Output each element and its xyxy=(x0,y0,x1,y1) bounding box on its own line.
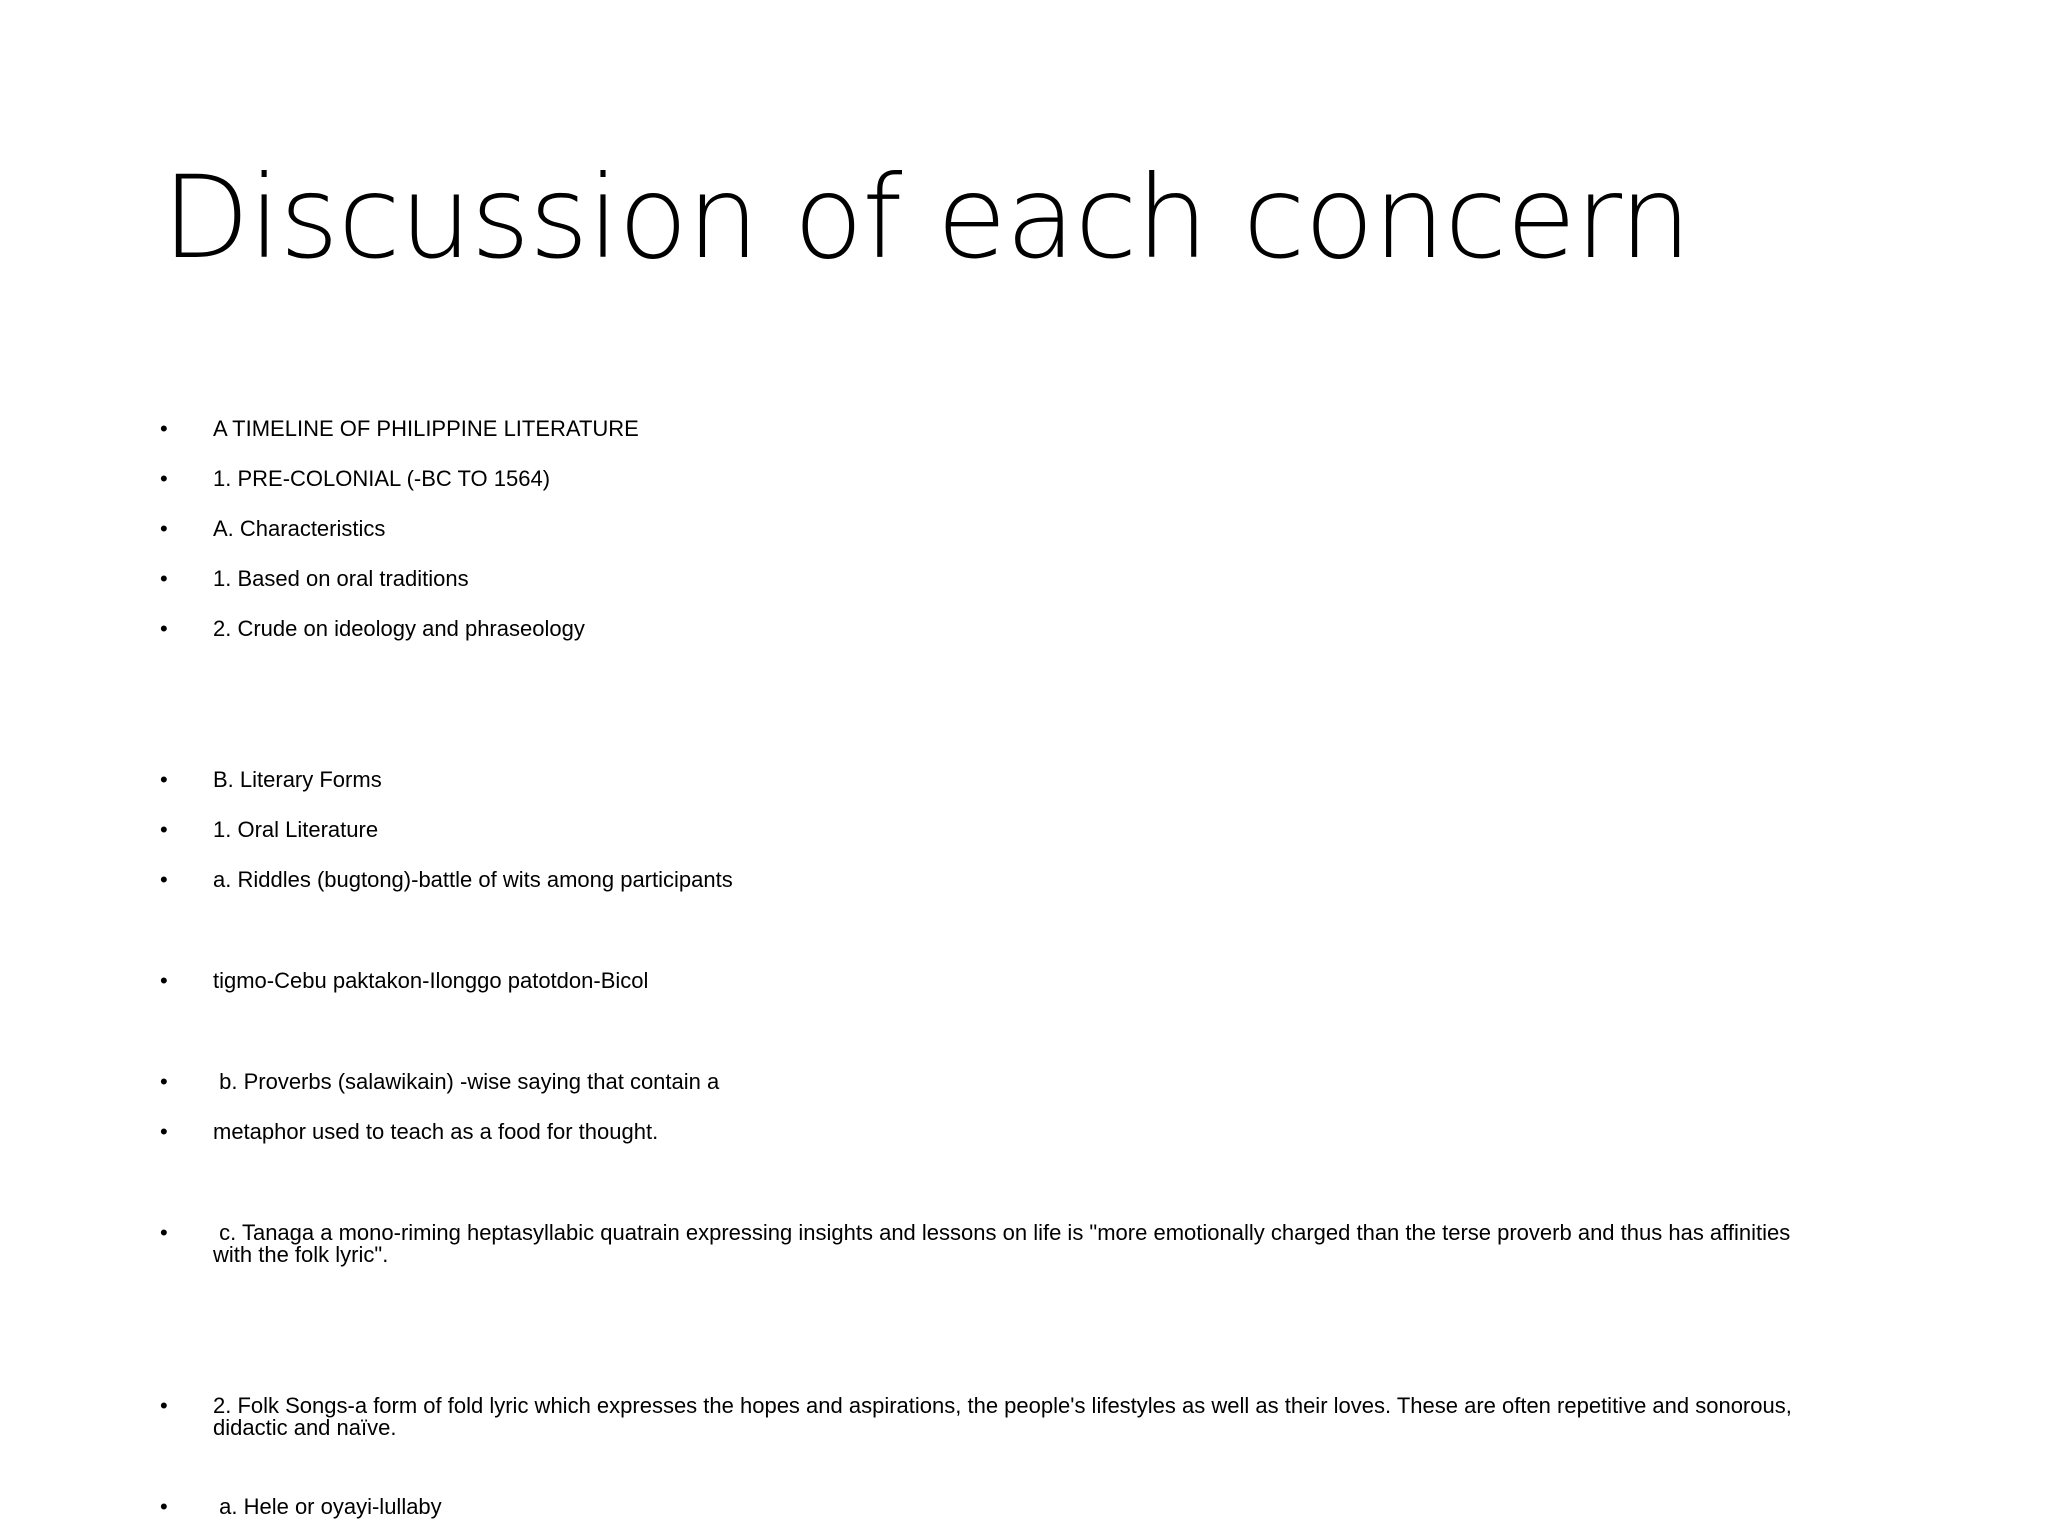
bullet-glyph: • xyxy=(160,566,168,591)
bullet-glyph: • xyxy=(160,616,168,641)
bullet-text: A TIMELINE OF PHILIPPINE LITERATURE xyxy=(213,416,639,441)
bullet-text: 1. Oral Literature xyxy=(213,817,379,842)
bullet-text: A. Characteristics xyxy=(213,516,386,541)
bullet-glyph: • xyxy=(160,1069,168,1094)
bullet-glyph: • xyxy=(160,968,168,993)
bullet-glyph: • xyxy=(160,416,168,441)
bullet-text: metaphor used to teach as a food for thought. xyxy=(213,1119,659,1144)
bullet-text: 2. Crude on ideology and phraseology xyxy=(213,616,585,641)
bullet-glyph: • xyxy=(160,867,168,892)
bullet-text: a. Riddles (bugtong)-battle of wits among participants xyxy=(213,867,733,892)
bullet-text: 1. Based on oral traditions xyxy=(213,566,469,591)
bullet-glyph: • xyxy=(160,466,168,491)
bullet-text: B. Literary Forms xyxy=(213,767,382,792)
bullet-text: 2. Folk Songs-a form of fold lyric which expresses the hopes and aspirations, the people's lifestyles as well as their loves. These are often repetitive and sonorous, didactic and naïve. xyxy=(213,1393,1798,1440)
bullet-glyph: • xyxy=(160,1494,168,1519)
bullet-glyph: • xyxy=(160,1220,168,1245)
bullet-glyph: • xyxy=(160,516,168,541)
bullet-glyph: • xyxy=(160,767,168,792)
bullet-text: b. Proverbs (salawikain) -wise saying that contain a xyxy=(213,1069,720,1094)
bullet-glyph: • xyxy=(160,1393,168,1418)
bullet-text: tigmo-Cebu paktakon-Ilonggo patotdon-Bicol xyxy=(213,968,649,993)
bullet-glyph: • xyxy=(160,1119,168,1144)
slide-title: Discussion of each concern xyxy=(162,151,1691,284)
bullet-text: 1. PRE-COLONIAL (-BC TO 1564) xyxy=(213,466,551,491)
bullet-text: a. Hele or oyayi-lullaby xyxy=(213,1494,442,1519)
bullet-text: c. Tanaga a mono-riming heptasyllabic quatrain expressing insights and lessons on life is "more emotionally charged than the terse proverb and thus has affinities with the folk lyric". xyxy=(213,1220,1797,1267)
bullet-glyph: • xyxy=(160,817,168,842)
